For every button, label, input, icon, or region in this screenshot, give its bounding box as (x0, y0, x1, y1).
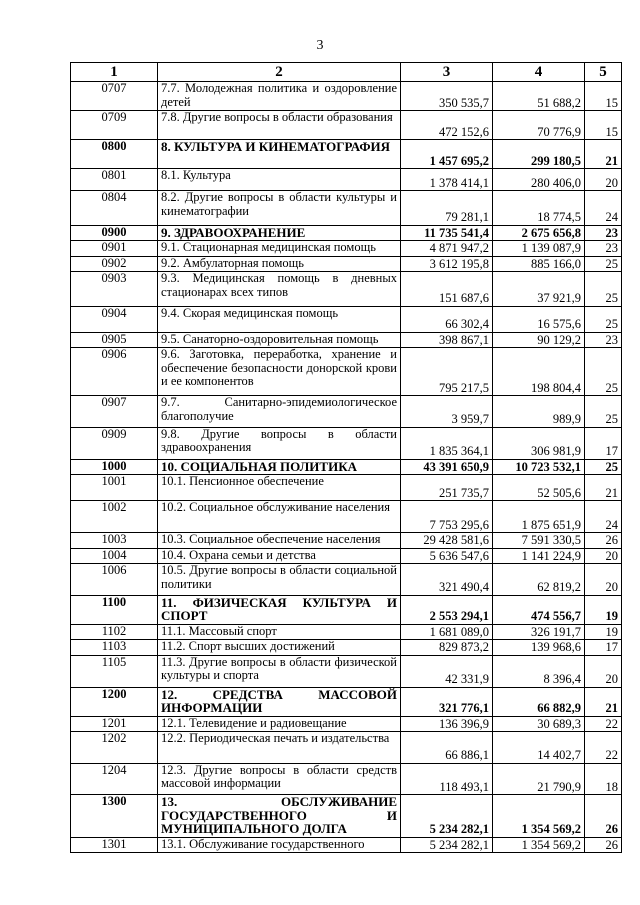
row-percent: 25 (585, 348, 622, 396)
row-percent: 21 (585, 687, 622, 716)
row-code: 0707 (71, 82, 158, 111)
table-row (71, 272, 622, 306)
row-name: 9.5. Санаторно-оздоровительная помощь (158, 332, 401, 348)
row-name: 10.1. Пенсионное обеспечение (158, 475, 401, 501)
row-percent: 15 (585, 111, 622, 140)
row-plan: 43 391 650,9 (401, 459, 493, 475)
row-plan: 1 681 089,0 (401, 624, 493, 640)
row-name: 8.1. Культура (158, 169, 401, 191)
row-name: 8. КУЛЬТУРА И КИНЕМАТОГРАФИЯ (158, 140, 401, 169)
row-plan: 321 776,1 (401, 687, 493, 716)
row-actual: 885 166,0 (493, 256, 585, 272)
row-plan: 42 331,9 (401, 655, 493, 687)
row-plan: 3 612 195,8 (401, 256, 493, 272)
row-actual: 139 968,6 (493, 640, 585, 656)
row-percent: 20 (585, 169, 622, 191)
row-name: 12.2. Периодическая печать и издательства (158, 732, 401, 764)
table-row (71, 687, 622, 716)
row-code: 0801 (71, 169, 158, 191)
row-percent: 23 (585, 241, 622, 257)
row-plan: 5 234 282,1 (401, 837, 493, 853)
table-header-row (71, 63, 622, 82)
row-plan: 118 493,1 (401, 763, 493, 795)
table-row (71, 191, 622, 225)
page-number: 3 (316, 38, 324, 53)
row-actual: 1 354 569,2 (493, 837, 585, 853)
row-name: 7.7. Молодежная политика и оздоровление детей (158, 82, 401, 111)
row-percent: 19 (585, 595, 622, 624)
row-plan: 4 871 947,2 (401, 241, 493, 257)
row-code: 1003 (71, 533, 158, 549)
row-percent: 20 (585, 548, 622, 564)
row-percent: 23 (585, 225, 622, 241)
row-actual: 18 774,5 (493, 191, 585, 225)
row-code: 0902 (71, 256, 158, 272)
row-code: 1001 (71, 475, 158, 501)
row-actual: 37 921,9 (493, 272, 585, 306)
row-percent: 23 (585, 332, 622, 348)
row-name: 9.2. Амбулаторная помощь (158, 256, 401, 272)
row-actual: 90 129,2 (493, 332, 585, 348)
row-code: 1100 (71, 595, 158, 624)
row-code: 1300 (71, 795, 158, 838)
row-actual: 21 790,9 (493, 763, 585, 795)
row-percent: 18 (585, 763, 622, 795)
row-code: 0709 (71, 111, 158, 140)
row-actual: 66 882,9 (493, 687, 585, 716)
row-code: 0903 (71, 272, 158, 306)
table-row (71, 82, 622, 111)
row-name: 11. ФИЗИЧЕСКАЯ КУЛЬТУРА И СПОРТ (158, 595, 401, 624)
row-percent: 25 (585, 396, 622, 428)
row-name: 12. СРЕДСТВА МАССОВОЙ ИНФОРМАЦИИ (158, 687, 401, 716)
header-col-2: 2 (158, 63, 401, 82)
row-plan: 3 959,7 (401, 396, 493, 428)
row-actual: 70 776,9 (493, 111, 585, 140)
row-name: 9.6. Заготовка, переработка, хранение и обеспечение безопасности донорской крови и ее компонентов (158, 348, 401, 396)
row-plan: 472 152,6 (401, 111, 493, 140)
row-percent: 25 (585, 256, 622, 272)
row-name: 12.3. Другие вопросы в области средств массовой информации (158, 763, 401, 795)
row-code: 1000 (71, 459, 158, 475)
row-code: 0907 (71, 396, 158, 428)
row-plan: 1 378 414,1 (401, 169, 493, 191)
row-plan: 79 281,1 (401, 191, 493, 225)
row-percent: 17 (585, 640, 622, 656)
row-code: 1002 (71, 501, 158, 533)
table-row (71, 348, 622, 396)
row-actual: 989,9 (493, 396, 585, 428)
row-percent: 26 (585, 837, 622, 853)
row-plan: 350 535,7 (401, 82, 493, 111)
row-actual: 8 396,4 (493, 655, 585, 687)
row-actual: 62 819,2 (493, 564, 585, 596)
table-row (71, 111, 622, 140)
row-name: 10.3. Социальное обеспечение населения (158, 533, 401, 549)
row-actual: 52 505,6 (493, 475, 585, 501)
row-percent: 15 (585, 82, 622, 111)
row-percent: 20 (585, 564, 622, 596)
row-name: 8.2. Другие вопросы в области культуры и кинематографии (158, 191, 401, 225)
table-row (71, 640, 622, 656)
row-plan: 2 553 294,1 (401, 595, 493, 624)
row-name: 9.4. Скорая медицинская помощь (158, 306, 401, 332)
row-plan: 1 835 364,1 (401, 427, 493, 459)
row-code: 1200 (71, 687, 158, 716)
row-code: 0901 (71, 241, 158, 257)
row-code: 1006 (71, 564, 158, 596)
row-plan: 321 490,4 (401, 564, 493, 596)
row-code: 0804 (71, 191, 158, 225)
table-row (71, 548, 622, 564)
row-code: 0905 (71, 332, 158, 348)
row-plan: 151 687,6 (401, 272, 493, 306)
row-percent: 25 (585, 272, 622, 306)
row-name: 11.2. Спорт высших достижений (158, 640, 401, 656)
row-name: 9.1. Стационарная медицинская помощь (158, 241, 401, 257)
row-actual: 16 575,6 (493, 306, 585, 332)
table-row (71, 332, 622, 348)
header-col-3: 3 (401, 63, 493, 82)
row-name: 12.1. Телевидение и радиовещание (158, 716, 401, 732)
row-plan: 5 234 282,1 (401, 795, 493, 838)
row-plan: 251 735,7 (401, 475, 493, 501)
row-code: 1103 (71, 640, 158, 656)
table-row (71, 595, 622, 624)
row-percent: 21 (585, 475, 622, 501)
row-plan: 66 302,4 (401, 306, 493, 332)
row-plan: 795 217,5 (401, 348, 493, 396)
row-plan: 11 735 541,4 (401, 225, 493, 241)
row-code: 1201 (71, 716, 158, 732)
row-name: 10.4. Охрана семьи и детства (158, 548, 401, 564)
budget-table (70, 62, 622, 853)
row-name: 9.3. Медицинская помощь в дневных стационарах всех типов (158, 272, 401, 306)
row-name: 9. ЗДРАВООХРАНЕНИЕ (158, 225, 401, 241)
table-row (71, 837, 622, 853)
row-percent: 26 (585, 795, 622, 838)
row-name: 7.8. Другие вопросы в области образования (158, 111, 401, 140)
table-row (71, 716, 622, 732)
row-name: 9.7. Санитарно-эпидемиологическое благополучие (158, 396, 401, 428)
row-code: 0904 (71, 306, 158, 332)
table-row (71, 763, 622, 795)
table-row (71, 624, 622, 640)
row-name: 13. ОБСЛУЖИВАНИЕ ГОСУДАРСТВЕННОГО И МУНИЦИПАЛЬНОГО ДОЛГА (158, 795, 401, 838)
row-actual: 51 688,2 (493, 82, 585, 111)
row-plan: 5 636 547,6 (401, 548, 493, 564)
table-row (71, 140, 622, 169)
row-name: 10. СОЦИАЛЬНАЯ ПОЛИТИКА (158, 459, 401, 475)
row-code: 1105 (71, 655, 158, 687)
row-actual: 198 804,4 (493, 348, 585, 396)
table-row (71, 225, 622, 241)
table-row (71, 475, 622, 501)
row-plan: 29 428 581,6 (401, 533, 493, 549)
row-actual: 1 141 224,9 (493, 548, 585, 564)
row-plan: 1 457 695,2 (401, 140, 493, 169)
row-percent: 22 (585, 732, 622, 764)
row-percent: 25 (585, 306, 622, 332)
row-percent: 24 (585, 191, 622, 225)
table-row (71, 241, 622, 257)
row-actual: 1 354 569,2 (493, 795, 585, 838)
header-col-5: 5 (585, 63, 622, 82)
table-row (71, 732, 622, 764)
row-actual: 306 981,9 (493, 427, 585, 459)
row-name: 10.5. Другие вопросы в области социальной политики (158, 564, 401, 596)
row-code: 0900 (71, 225, 158, 241)
row-code: 1202 (71, 732, 158, 764)
table-row (71, 533, 622, 549)
row-actual: 30 689,3 (493, 716, 585, 732)
row-plan: 398 867,1 (401, 332, 493, 348)
row-actual: 1 139 087,9 (493, 241, 585, 257)
row-name: 11.1. Массовый спорт (158, 624, 401, 640)
table-row (71, 427, 622, 459)
row-percent: 22 (585, 716, 622, 732)
table-row (71, 564, 622, 596)
row-actual: 7 591 330,5 (493, 533, 585, 549)
row-actual: 474 556,7 (493, 595, 585, 624)
row-plan: 7 753 295,6 (401, 501, 493, 533)
row-actual: 1 875 651,9 (493, 501, 585, 533)
row-actual: 14 402,7 (493, 732, 585, 764)
row-plan: 829 873,2 (401, 640, 493, 656)
table-row (71, 169, 622, 191)
row-percent: 24 (585, 501, 622, 533)
row-actual: 326 191,7 (493, 624, 585, 640)
row-actual: 299 180,5 (493, 140, 585, 169)
row-actual: 280 406,0 (493, 169, 585, 191)
row-percent: 20 (585, 655, 622, 687)
table-row (71, 459, 622, 475)
row-percent: 25 (585, 459, 622, 475)
table-body (71, 82, 622, 853)
table-row (71, 501, 622, 533)
table-row (71, 306, 622, 332)
row-code: 1004 (71, 548, 158, 564)
row-code: 1301 (71, 837, 158, 853)
row-code: 0909 (71, 427, 158, 459)
table-row (71, 655, 622, 687)
row-code: 1102 (71, 624, 158, 640)
table-row (71, 256, 622, 272)
row-name: 11.3. Другие вопросы в области физической культуры и спорта (158, 655, 401, 687)
row-code: 0906 (71, 348, 158, 396)
row-code: 0800 (71, 140, 158, 169)
row-percent: 21 (585, 140, 622, 169)
row-name: 10.2. Социальное обслуживание населения (158, 501, 401, 533)
table-row (71, 795, 622, 838)
row-percent: 26 (585, 533, 622, 549)
table-row (71, 396, 622, 428)
row-actual: 10 723 532,1 (493, 459, 585, 475)
row-percent: 17 (585, 427, 622, 459)
header-col-1: 1 (71, 63, 158, 82)
row-name: 13.1. Обслуживание государственного (158, 837, 401, 853)
row-plan: 136 396,9 (401, 716, 493, 732)
row-plan: 66 886,1 (401, 732, 493, 764)
row-code: 1204 (71, 763, 158, 795)
header-col-4: 4 (493, 63, 585, 82)
row-actual: 2 675 656,8 (493, 225, 585, 241)
row-percent: 19 (585, 624, 622, 640)
row-name: 9.8. Другие вопросы в области здравоохранения (158, 427, 401, 459)
